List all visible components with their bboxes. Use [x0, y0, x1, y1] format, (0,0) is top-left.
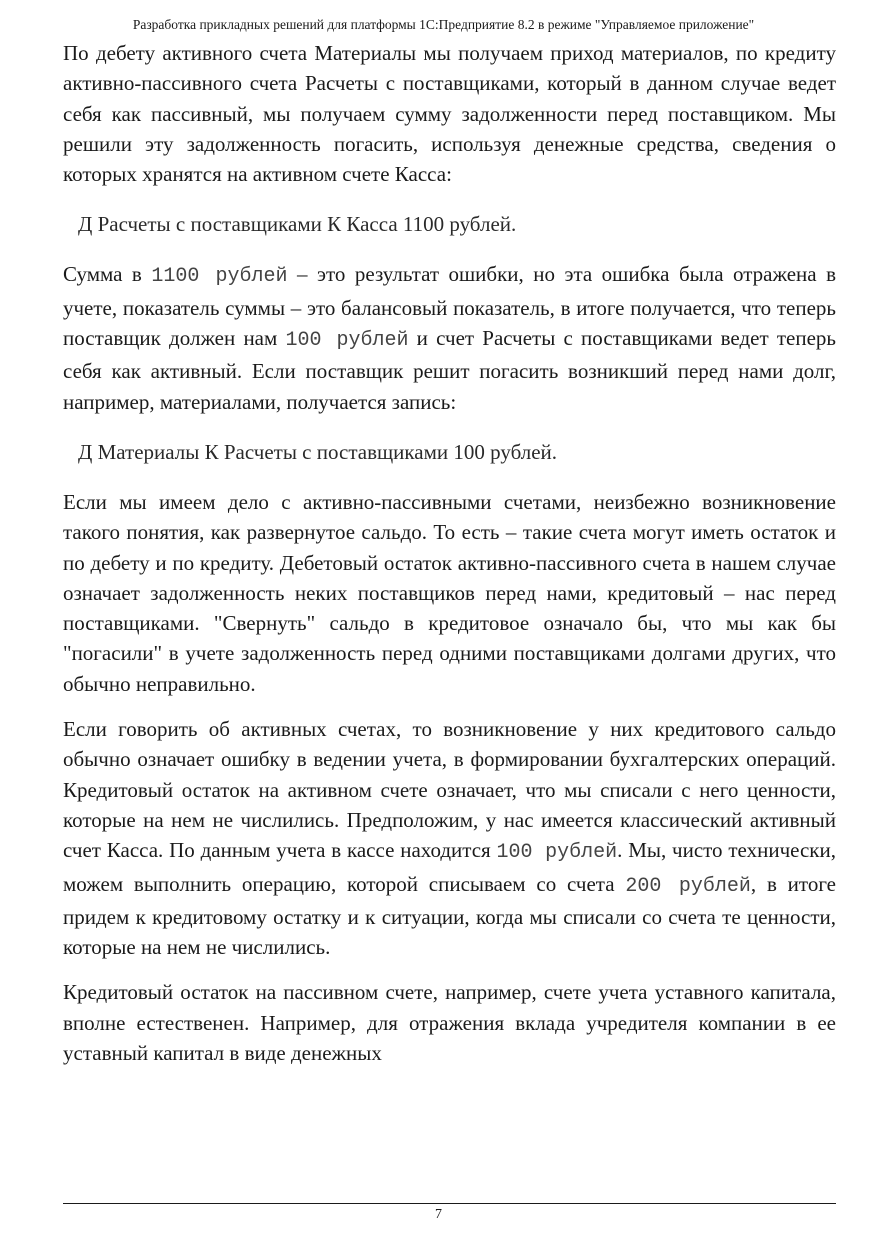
paragraph-4: [63, 714, 836, 962]
text-run: Если говорить об активных счетах, то возникновение у них кредитового сальдо обычно означает ошибку в ведении учета, в формировании бухгалтерских операций. Кредитовый остаток на активном счете означает, что мы списали с него ценности, которые на нем не числились. Предположим, у нас имеется классический активный счет Касса. По данным учета в кассе находится: [63, 717, 836, 863]
amount-code: 1100 рублей: [151, 265, 288, 289]
accounting-entry-2: Д Материалы К Расчеты с поставщиками 100 рублей.: [78, 439, 558, 464]
text-run: Сумма в: [63, 262, 152, 287]
text-run: – это результат ошибки, но эта ошибка была отражена в учете, показатель суммы – это балансовый показатель, в итоге получается, что теперь поставщик должен нам: [63, 262, 836, 351]
text-run: , в итоге придем к кредитовому остатку и к ситуации, когда мы списали со счета те ценности, которые на нем не числились.: [63, 871, 836, 960]
running-header: Разработка прикладных решений для платформы 1С:Предприятие 8.2 в режиме "Управляемое приложение": [132, 17, 755, 32]
text-run: и счет Расчеты с поставщиками ведет теперь себя как активный. Если поставщик решит погасить возникший перед нами долг, например, материалами, получается запись:: [63, 326, 836, 414]
page-body: [63, 38, 836, 1068]
paragraph-1: По дебету активного счета Материалы мы получаем приход материалов, по кредиту активно-пассивного счета Расчеты с поставщиками, который в данном случае ведет себя как пассивный, мы получаем сумму задолженности перед поставщиком. Мы решили эту задолженность погасить, используя денежные средства, сведения о которых хранятся на активном счете Касса:: [63, 41, 836, 187]
paragraph-3: Если мы имеем дело с активно-пассивными счетами, неизбежно возникновение такого понятия, как развернутое сальдо. То есть – такие счета могут иметь остаток и по дебету и по кредиту. Дебетовый остаток активно-пассивного счета в нашем случае означает задолженность неких поставщиков перед нами, кредитовый – нас перед поставщиками. "Свернуть" сальдо в кредитовое означало бы, что мы как бы "погасили" в учете задолженность перед одними поставщиками долгами других, что обычно неправильно.: [63, 489, 836, 696]
paragraph-5: Кредитовый остаток на пассивном счете, например, счете учета уставного капитала, вполне естественен. Например, для отражения вклада учредителя компании в ее уставный капитал в виде денежных: [63, 980, 836, 1066]
amount-code: 100 рублей: [285, 329, 409, 353]
footer-divider: [63, 1203, 836, 1204]
accounting-entry-1: Д Расчеты с поставщиками К Касса 1100 рублей.: [78, 212, 517, 237]
paragraph-2: [63, 259, 836, 416]
amount-code: 200 рублей: [625, 874, 751, 898]
page-number: 7: [435, 1207, 442, 1222]
amount-code: 100 рублей: [496, 841, 618, 865]
text-run: . Мы, чисто технически, можем выполнить операцию, которой списываем со счета: [63, 838, 836, 896]
